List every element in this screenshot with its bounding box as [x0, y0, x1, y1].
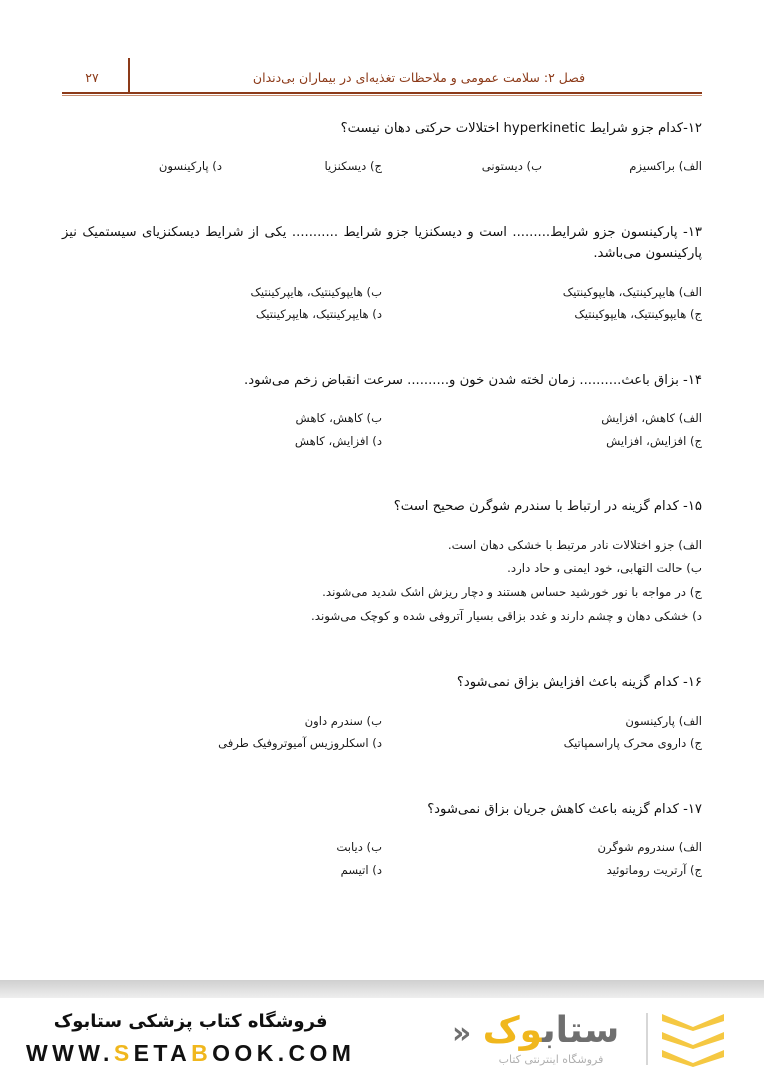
header-rule	[62, 92, 702, 94]
option-c[interactable]: ج) دیسکنزیا	[324, 159, 382, 174]
question-14-stem: ۱۴- بزاق باعث.......... زمان لخته شدن خون و.......... سرعت انقباض زخم می‌شود.	[244, 372, 702, 388]
option-c[interactable]: ج) افزایش، افزایش	[606, 433, 702, 448]
page-number: ۲۷	[85, 70, 99, 85]
logo-wordmark	[452, 1009, 646, 1066]
option-c[interactable]: ج) آرتریت روماتوئید	[606, 862, 702, 877]
chapter-title: فصل ۲: سلامت عمومی و ملاحظات تغذیه‌ای در بیماران بی‌دندان	[252, 70, 586, 85]
question-16-options-row1	[62, 710, 702, 733]
logo-divider	[646, 1013, 648, 1065]
option-d[interactable]: د) هایپرکینتیک، هایپرکینتیک	[255, 307, 382, 322]
double-chevron-left-icon: «	[452, 1015, 472, 1051]
option-a[interactable]: الف) براکسیزم	[629, 159, 702, 174]
option-c[interactable]: ج) داروی محرک پاراسمپاتیک	[563, 736, 702, 751]
header-rule-shadow	[62, 95, 702, 96]
spacer	[62, 820, 702, 836]
option-d[interactable]: د) پارکینسون	[158, 159, 222, 174]
question-17	[62, 799, 702, 882]
question-17-options-row2	[62, 859, 702, 882]
spacer	[62, 139, 702, 155]
spacer	[62, 178, 702, 222]
question-17-options-row1	[62, 836, 702, 859]
option-b[interactable]: ب) هایپوکینتیک، هایپرکینتیک	[250, 284, 382, 299]
question-14-options-row2	[62, 430, 702, 453]
spacer	[62, 265, 702, 281]
option-a[interactable]: الف) پارکینسون	[625, 713, 702, 728]
footer-gradient-bar	[0, 980, 764, 998]
question-16	[62, 672, 702, 755]
url-part-0: WWW.	[26, 1040, 114, 1067]
url-part-1: S	[113, 1040, 134, 1067]
question-13-options-row2	[62, 303, 702, 326]
spacer	[62, 391, 702, 407]
question-17-stem: ۱۷- کدام گزینه باعث کاهش جریان بزاق نمی‌شود؟	[427, 801, 702, 817]
option-b[interactable]: ب) دیستونی	[481, 159, 542, 174]
option-d[interactable]: د) خشکی دهان و چشم دارند و غدد بزاقی بسیار آتروفی شده و کوچک می‌شوند.	[311, 608, 702, 623]
spacer	[62, 518, 702, 534]
logo-tagline: فروشگاه اینترنتی کتاب	[498, 1052, 604, 1066]
logo-word-gold: وک	[482, 1009, 543, 1051]
option-a[interactable]: الف) سندروم شوگرن	[597, 840, 702, 855]
spacer	[62, 452, 702, 496]
option-c[interactable]: ج) هایپوکینتیک، هایپوکینتیک	[574, 307, 702, 322]
footer-text-block	[26, 1011, 355, 1068]
url-part-3: B	[191, 1040, 213, 1067]
question-13	[62, 222, 702, 326]
running-header	[62, 52, 702, 94]
questions-container	[62, 118, 702, 881]
option-b[interactable]: ب) دیابت	[336, 840, 382, 855]
option-d[interactable]: د) اسکلروزیس آمیوتروفیک طرفی	[218, 736, 382, 751]
question-15-stem: ۱۵- کدام گزینه در ارتباط با سندرم شوگرن صحیح است؟	[393, 499, 702, 515]
question-12-options	[62, 155, 702, 178]
question-15	[62, 496, 702, 628]
logo-wordmark-text	[456, 1009, 646, 1051]
footer-website-url[interactable]	[26, 1040, 355, 1067]
page-footer	[0, 980, 764, 1080]
url-part-2: ETA	[133, 1040, 192, 1067]
option-b[interactable]: ب) کاهش، کاهش	[295, 411, 382, 426]
spacer	[62, 755, 702, 799]
question-16-stem: ۱۶- کدام گزینه باعث افزایش بزاق نمی‌شود؟	[456, 675, 702, 691]
option-b[interactable]: ب) حالت التهابی، خود ایمنی و حاد دارد.	[507, 561, 702, 576]
question-14-options-row1	[62, 407, 702, 430]
question-14	[62, 370, 702, 453]
question-13-stem-line2: پارکینسون می‌باشد.	[593, 246, 702, 262]
question-12-stem: ۱۲-کدام جزو شرایط hyperkinetic اختلالات حرکتی دهان نیست؟	[340, 121, 702, 136]
header-divider	[128, 58, 130, 92]
spacer	[62, 326, 702, 370]
option-d[interactable]: د) افزایش، کاهش	[294, 433, 382, 448]
question-16-options-row2	[62, 732, 702, 755]
spacer	[62, 628, 702, 672]
question-13-options-row1	[62, 281, 702, 304]
option-a[interactable]: الف) هایپرکینتیک، هایپوکینتیک	[562, 284, 702, 299]
option-d[interactable]: د) اتیسم	[340, 862, 382, 877]
url-part-4: OOK.COM	[212, 1040, 356, 1067]
logo-word-gray: ستاب	[542, 1009, 620, 1051]
option-a[interactable]: الف) جزو اختلالات نادر مرتبط با خشکی دهان است.	[447, 537, 702, 552]
setabook-logo	[452, 1009, 738, 1068]
chevron-mark-icon	[662, 1010, 724, 1068]
spacer	[62, 694, 702, 710]
footer-shop-name: فروشگاه کتاب پزشکی ستابوک	[53, 1010, 328, 1032]
question-12	[62, 118, 702, 178]
option-b[interactable]: ب) سندرم داون	[304, 713, 382, 728]
question-13-stem: ۱۳- پارکینسون جزو شرایط......... است و دیسکنزیا جزو شرایط ........... یکی از شرایط دیسکنزیای سیستمیک نیز	[62, 224, 702, 240]
option-c[interactable]: ج) در مواجه با نور خورشید حساس هستند و دچار ریزش اشک شدید می‌شوند.	[322, 585, 702, 600]
option-a[interactable]: الف) کاهش، افزایش	[601, 411, 702, 426]
